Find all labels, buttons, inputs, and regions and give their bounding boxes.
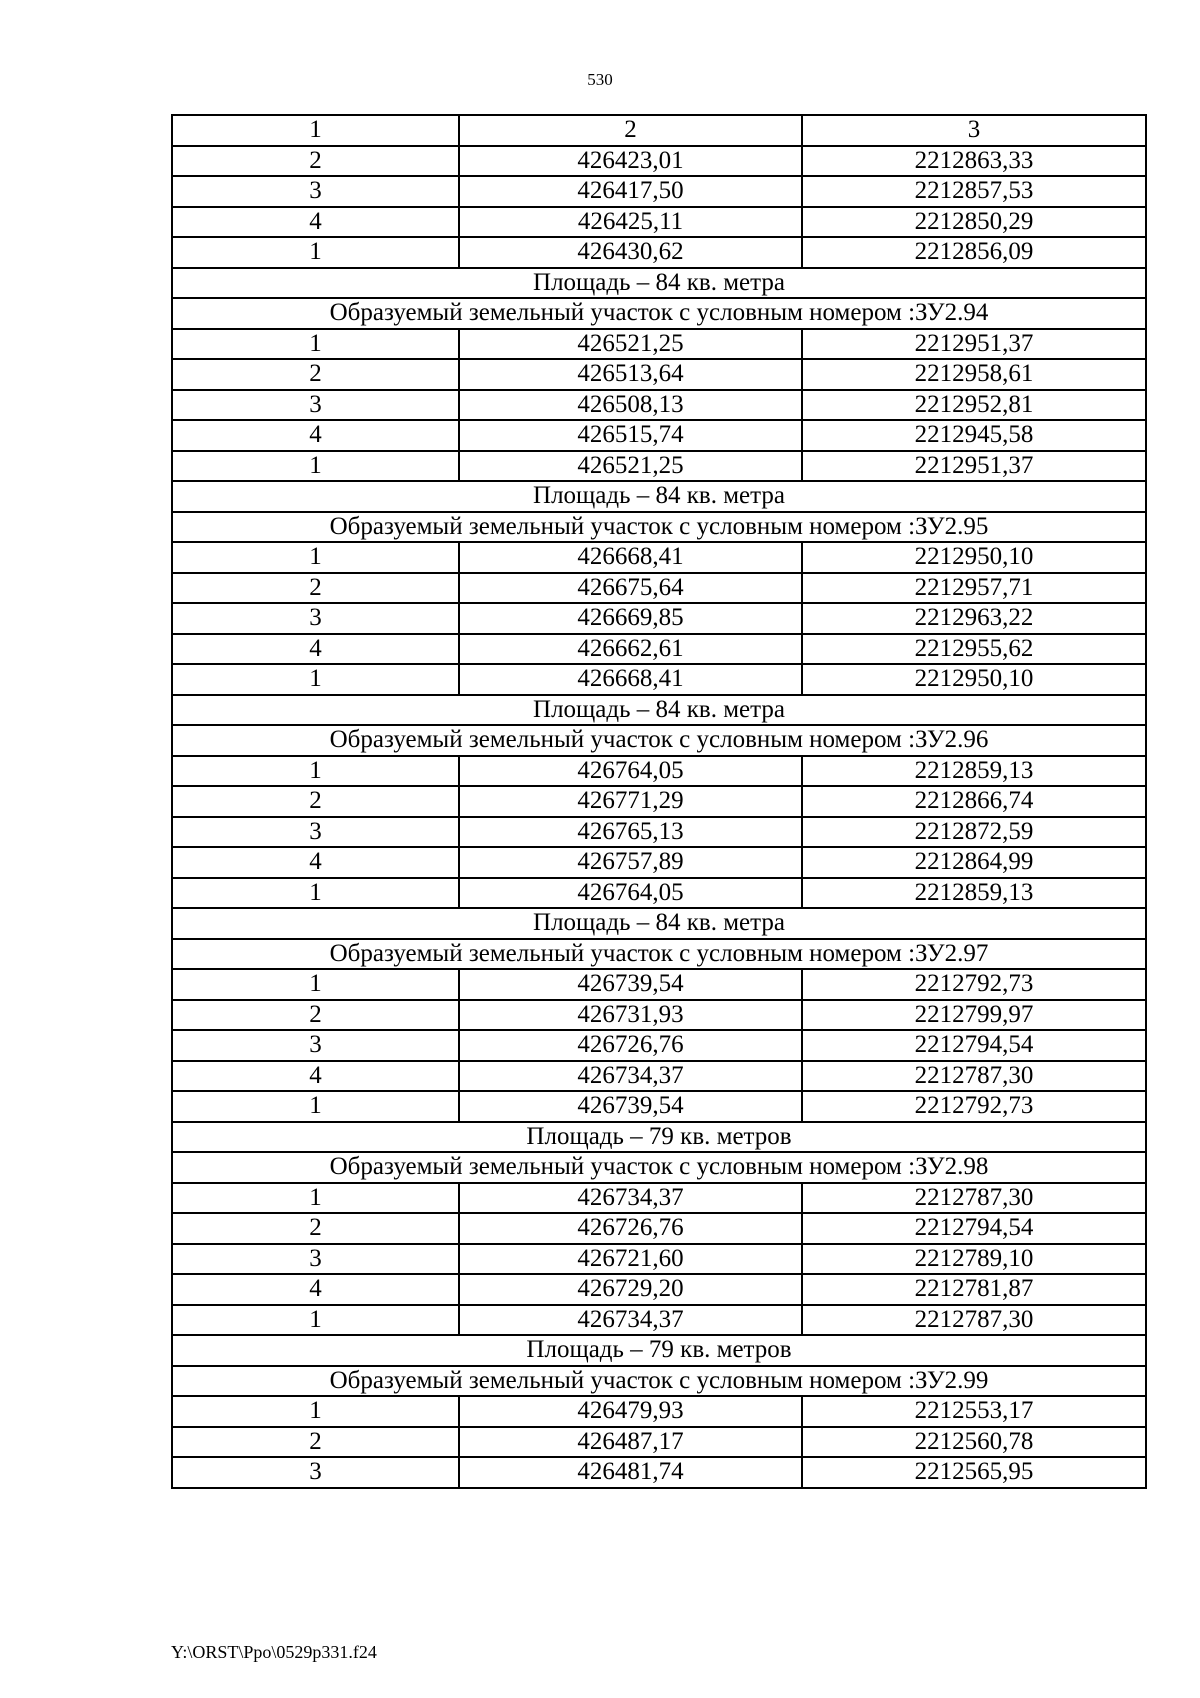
coordinate-row [172,420,1146,451]
coordinate-row [172,664,1146,695]
coordinate-row [172,969,1146,1000]
parcel-title-row [172,725,1146,756]
y-coordinate-cell: 2212856,09 [802,237,1146,268]
point-number-cell: 2 [172,359,459,390]
coordinate-row [172,390,1146,421]
parcel-title-row [172,298,1146,329]
y-coordinate-cell: 2212787,30 [802,1183,1146,1214]
area-row [172,481,1146,512]
parcel-area: Площадь – 84 кв. метра [172,908,1146,939]
x-coordinate-cell: 426430,62 [459,237,802,268]
y-coordinate-cell: 2212957,71 [802,573,1146,604]
area-row [172,268,1146,299]
y-coordinate-cell: 2212787,30 [802,1305,1146,1336]
coordinate-row [172,359,1146,390]
coordinate-row [172,573,1146,604]
x-coordinate-cell: 426675,64 [459,573,802,604]
x-coordinate-cell: 426765,13 [459,817,802,848]
y-coordinate-cell: 2212789,10 [802,1244,1146,1275]
coordinates-table [171,114,1147,1489]
parcel-area: Площадь – 79 кв. метров [172,1335,1146,1366]
point-number-cell: 2 [172,1427,459,1458]
x-coordinate-cell: 426521,25 [459,329,802,360]
point-number-cell: 2 [172,1000,459,1031]
coordinate-row [172,329,1146,360]
x-coordinate-cell: 426726,76 [459,1213,802,1244]
point-number-cell: 3 [172,390,459,421]
point-number-cell: 3 [172,817,459,848]
y-coordinate-cell: 2212850,29 [802,207,1146,238]
coordinate-row [172,207,1146,238]
header-cell-y: 3 [802,115,1146,146]
coordinate-row [172,176,1146,207]
x-coordinate-cell: 426764,05 [459,878,802,909]
x-coordinate-cell: 426721,60 [459,1244,802,1275]
point-number-cell: 4 [172,634,459,665]
x-coordinate-cell: 426757,89 [459,847,802,878]
point-number-cell: 1 [172,878,459,909]
parcel-area: Площадь – 84 кв. метра [172,481,1146,512]
parcel-title: Образуемый земельный участок с условным номером :ЗУ2.95 [172,512,1146,543]
point-number-cell: 1 [172,664,459,695]
y-coordinate-cell: 2212951,37 [802,451,1146,482]
y-coordinate-cell: 2212799,97 [802,1000,1146,1031]
point-number-cell: 1 [172,1305,459,1336]
coordinate-row [172,451,1146,482]
y-coordinate-cell: 2212792,73 [802,1091,1146,1122]
coordinate-row [172,1305,1146,1336]
x-coordinate-cell: 426734,37 [459,1061,802,1092]
coordinate-row [172,146,1146,177]
parcel-area: Площадь – 79 кв. метров [172,1122,1146,1153]
x-coordinate-cell: 426734,37 [459,1183,802,1214]
header-row [172,115,1146,146]
y-coordinate-cell: 2212950,10 [802,542,1146,573]
coordinate-row [172,878,1146,909]
coordinates-table-body [172,115,1146,1488]
x-coordinate-cell: 426515,74 [459,420,802,451]
coordinate-row [172,1061,1146,1092]
header-cell-x: 2 [459,115,802,146]
point-number-cell: 2 [172,146,459,177]
coordinate-row [172,1457,1146,1488]
y-coordinate-cell: 2212794,54 [802,1030,1146,1061]
parcel-title: Образуемый земельный участок с условным номером :ЗУ2.96 [172,725,1146,756]
y-coordinate-cell: 2212857,53 [802,176,1146,207]
y-coordinate-cell: 2212866,74 [802,786,1146,817]
x-coordinate-cell: 426521,25 [459,451,802,482]
area-row [172,908,1146,939]
x-coordinate-cell: 426668,41 [459,542,802,573]
coordinate-row [172,1183,1146,1214]
x-coordinate-cell: 426481,74 [459,1457,802,1488]
x-coordinate-cell: 426771,29 [459,786,802,817]
x-coordinate-cell: 426764,05 [459,756,802,787]
point-number-cell: 1 [172,969,459,1000]
parcel-title-row [172,939,1146,970]
point-number-cell: 1 [172,329,459,360]
coordinate-row [172,237,1146,268]
area-row [172,1122,1146,1153]
point-number-cell: 3 [172,1244,459,1275]
y-coordinate-cell: 2212863,33 [802,146,1146,177]
y-coordinate-cell: 2212787,30 [802,1061,1146,1092]
x-coordinate-cell: 426729,20 [459,1274,802,1305]
y-coordinate-cell: 2212872,59 [802,817,1146,848]
parcel-title-row [172,1366,1146,1397]
coordinate-row [172,1000,1146,1031]
y-coordinate-cell: 2212781,87 [802,1274,1146,1305]
parcel-title: Образуемый земельный участок с условным номером :ЗУ2.97 [172,939,1146,970]
x-coordinate-cell: 426731,93 [459,1000,802,1031]
point-number-cell: 1 [172,756,459,787]
parcel-area: Площадь – 84 кв. метра [172,695,1146,726]
point-number-cell: 1 [172,542,459,573]
point-number-cell: 1 [172,237,459,268]
point-number-cell: 1 [172,1396,459,1427]
coordinate-row [172,1091,1146,1122]
x-coordinate-cell: 426423,01 [459,146,802,177]
point-number-cell: 1 [172,1091,459,1122]
coordinate-row [172,1244,1146,1275]
coordinate-row [172,786,1146,817]
x-coordinate-cell: 426669,85 [459,603,802,634]
point-number-cell: 4 [172,420,459,451]
coordinate-row [172,603,1146,634]
point-number-cell: 2 [172,573,459,604]
coordinate-row [172,1427,1146,1458]
y-coordinate-cell: 2212859,13 [802,878,1146,909]
area-row [172,1335,1146,1366]
coordinate-row [172,1030,1146,1061]
y-coordinate-cell: 2212952,81 [802,390,1146,421]
y-coordinate-cell: 2212859,13 [802,756,1146,787]
coordinate-row [172,1274,1146,1305]
x-coordinate-cell: 426668,41 [459,664,802,695]
parcel-title-row [172,512,1146,543]
coordinate-row [172,1396,1146,1427]
x-coordinate-cell: 426662,61 [459,634,802,665]
point-number-cell: 3 [172,1457,459,1488]
point-number-cell: 1 [172,1183,459,1214]
point-number-cell: 4 [172,207,459,238]
point-number-cell: 3 [172,603,459,634]
point-number-cell: 4 [172,1274,459,1305]
footer-file-path: Y:\ORST\Ppo\0529p331.f24 [171,1642,377,1662]
coordinate-row [172,756,1146,787]
parcel-area: Площадь – 84 кв. метра [172,268,1146,299]
y-coordinate-cell: 2212565,95 [802,1457,1146,1488]
coordinate-row [172,542,1146,573]
y-coordinate-cell: 2212958,61 [802,359,1146,390]
x-coordinate-cell: 426417,50 [459,176,802,207]
point-number-cell: 2 [172,1213,459,1244]
parcel-title: Образуемый земельный участок с условным номером :ЗУ2.98 [172,1152,1146,1183]
point-number-cell: 3 [172,176,459,207]
x-coordinate-cell: 426513,64 [459,359,802,390]
point-number-cell: 2 [172,786,459,817]
parcel-title: Образуемый земельный участок с условным номером :ЗУ2.99 [172,1366,1146,1397]
x-coordinate-cell: 426508,13 [459,390,802,421]
x-coordinate-cell: 426425,11 [459,207,802,238]
x-coordinate-cell: 426739,54 [459,1091,802,1122]
header-cell-point: 1 [172,115,459,146]
y-coordinate-cell: 2212955,62 [802,634,1146,665]
y-coordinate-cell: 2212945,58 [802,420,1146,451]
y-coordinate-cell: 2212794,54 [802,1213,1146,1244]
page-number: 530 [587,70,613,89]
y-coordinate-cell: 2212560,78 [802,1427,1146,1458]
y-coordinate-cell: 2212553,17 [802,1396,1146,1427]
y-coordinate-cell: 2212950,10 [802,664,1146,695]
area-row [172,695,1146,726]
parcel-title-row [172,1152,1146,1183]
y-coordinate-cell: 2212951,37 [802,329,1146,360]
coordinate-row [172,817,1146,848]
point-number-cell: 3 [172,1030,459,1061]
y-coordinate-cell: 2212792,73 [802,969,1146,1000]
parcel-title: Образуемый земельный участок с условным номером :ЗУ2.94 [172,298,1146,329]
point-number-cell: 1 [172,451,459,482]
coordinate-row [172,847,1146,878]
y-coordinate-cell: 2212864,99 [802,847,1146,878]
x-coordinate-cell: 426479,93 [459,1396,802,1427]
x-coordinate-cell: 426739,54 [459,969,802,1000]
x-coordinate-cell: 426734,37 [459,1305,802,1336]
coordinate-row [172,634,1146,665]
point-number-cell: 4 [172,847,459,878]
x-coordinate-cell: 426487,17 [459,1427,802,1458]
coordinate-row [172,1213,1146,1244]
point-number-cell: 4 [172,1061,459,1092]
x-coordinate-cell: 426726,76 [459,1030,802,1061]
y-coordinate-cell: 2212963,22 [802,603,1146,634]
